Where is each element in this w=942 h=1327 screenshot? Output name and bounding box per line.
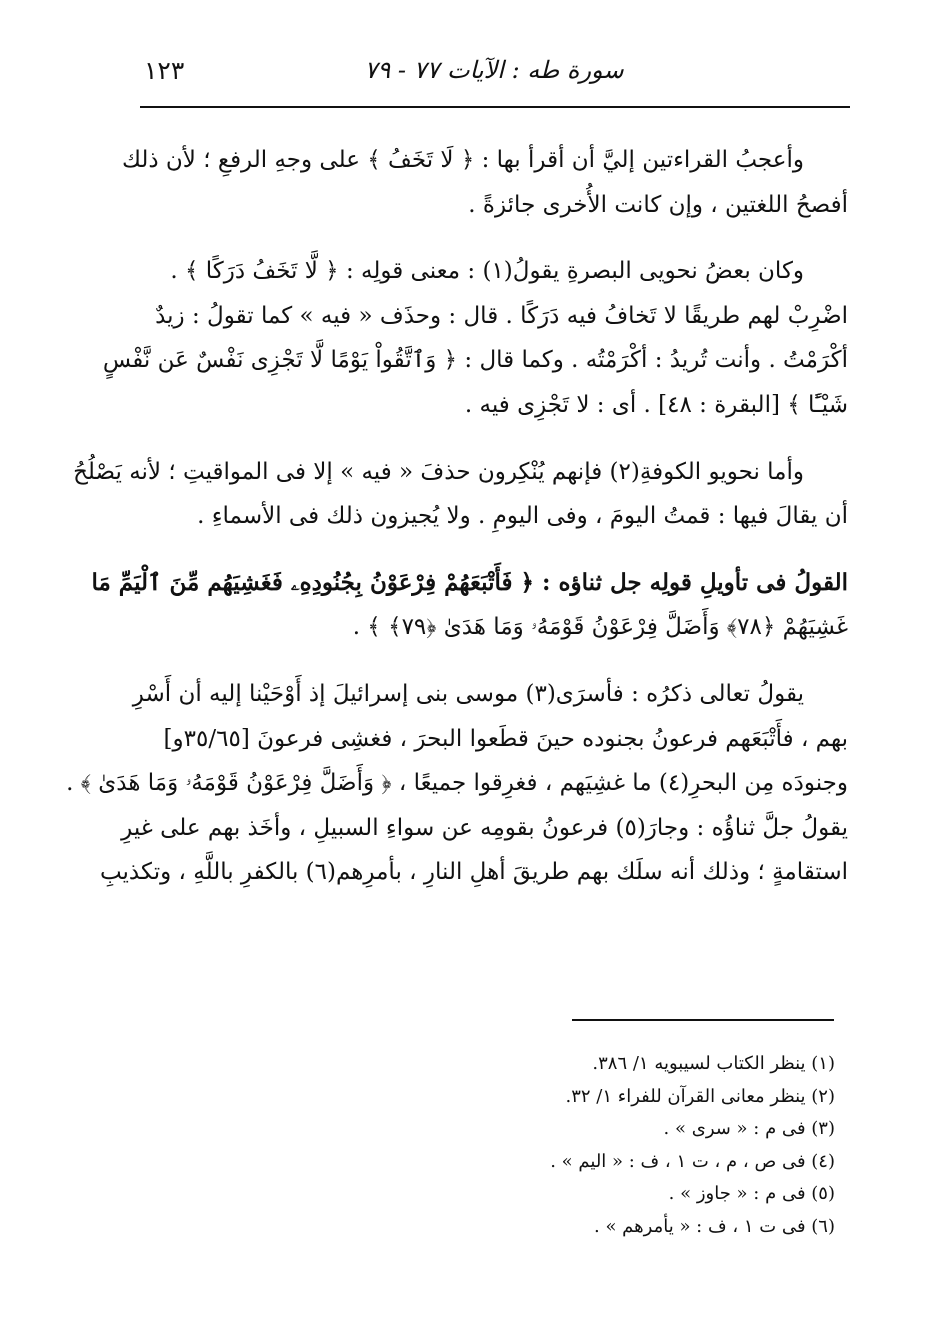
main-text (66, 138, 848, 895)
page-number: ١٢٣ (144, 56, 185, 85)
running-title: سورة طه : الآيات ٧٧ - ٧٩ (364, 56, 624, 84)
text-line: يقولُ جلَّ ثناؤُه : وجارَ(٥) فرعونُ بقومِه عن سواءِ السبيلِ ، وأخَذ بهم على غيرِ (121, 814, 848, 841)
footnote-rule (572, 1019, 834, 1021)
text-line: أن يقالَ فيها : قمتُ اليومَ ، وفى اليومِ . ولا يُجيزون ذلك فى الأسماءِ . (197, 503, 848, 530)
text-line: يقولُ تعالى ذكرُه : فأسرَى(٣) موسى بنى إسرائيلَ إذ أَوْحَيْنا إليه أن أَسْرِ (132, 680, 804, 707)
text-line: شَيْـًٔا ﴾ [البقرة : ٤٨] . أى : لا تَجْزِى فيه . (464, 391, 848, 418)
header-rule (140, 106, 850, 108)
text-line: أكْرَمْتُ . وأنت تُريدُ : أكْرَمْتُه . وكما قال : ﴿ وَٱتَّقُواْ يَوْمًا لَّا تَجْزِى نَفْسٌ عَن نَّفْسٍ (102, 347, 848, 374)
text-line: بهم ، فأَتْبَعَهم فرعونُ بجنوده حينَ قطَعوا البحرَ ، فغشِى فرعونَ [٣٥/٦٥و] (163, 725, 848, 752)
page-header (140, 52, 848, 92)
text-line: وجنودَه مِن البحرِ(٤) ما غشِيَهم ، فغرِقوا جميعًا ، ﴿ وَأَضَلَّ فِرْعَوْنُ قَوْمَهُۥ وَمَا هَدَىٰ ﴾ . (66, 770, 848, 797)
text-line: اضْرِبْ لهم طريقًا لا تَخافُ فيه دَرَكًا . قال : وحذَف « فيه » كما تقولُ : زيدٌ (155, 302, 848, 329)
footnote: (٢) ينظر معانى القرآن للفراء ١/ ٣٢. (565, 1085, 835, 1107)
text-line: وأعجبُ القراءتين إليَّ أن أقرأ بها : ﴿ لَا تَخَفُ ﴾ على وجهِ الرفعِ ؛ لأن ذلك (121, 147, 804, 173)
text-line: أفصحُ اللغتين ، وإن كانت الأُخرى جائزةً . (468, 191, 848, 218)
footnote: (٣) فى م : « سرى » . (663, 1118, 835, 1140)
text-line: غَشِيَهُمْ ﴿٧٨﴾ وَأَضَلَّ فِرْعَوْنُ قَوْمَهُۥ وَمَا هَدَىٰ ﴿٧٩﴾ ﴾ . (352, 614, 848, 641)
footnote: (٥) فى م : « جاوز » . (668, 1183, 835, 1205)
footnote: (٦) فى ت ١ ، ف : « يأمرهم » . (594, 1215, 835, 1237)
text-line: وكان بعضُ نحويى البصرةِ يقولُ(١) : معنى قولِه : ﴿ لَّا تَخَفُ دَرَكًا ﴾ . (170, 258, 804, 285)
footnote: (١) ينظر الكتاب لسيبويه ١/ ٣٨٦. (592, 1053, 835, 1074)
text-line: وأما نحويو الكوفةِ(٢) فإنهم يُنْكِرون حذفَ « فيه » إلا فى المواقيتِ ؛ لأنه يَصْلُحُ (73, 458, 804, 485)
footnote: (٤) فى ص ، م ، ت ١ ، ف : « اليم » . (550, 1150, 835, 1172)
text-line: استقامةٍ ؛ وذلك أنه سلَك بهم طريقَ أهلِ النارِ ، بأمرِهم(٦) بالكفرِ باللَّهِ ، وتكذيبِ (99, 859, 848, 886)
footnotes (300, 1048, 835, 1244)
section-heading-line: القولُ فى تأويلِ قولِه جل ثناؤه : ﴿ فَأَتْبَعَهُمْ فِرْعَوْنُ بِجُنُودِهِۦ فَغَشِيَهُم مِّنَ ٱلْيَمِّ مَا (91, 568, 848, 596)
